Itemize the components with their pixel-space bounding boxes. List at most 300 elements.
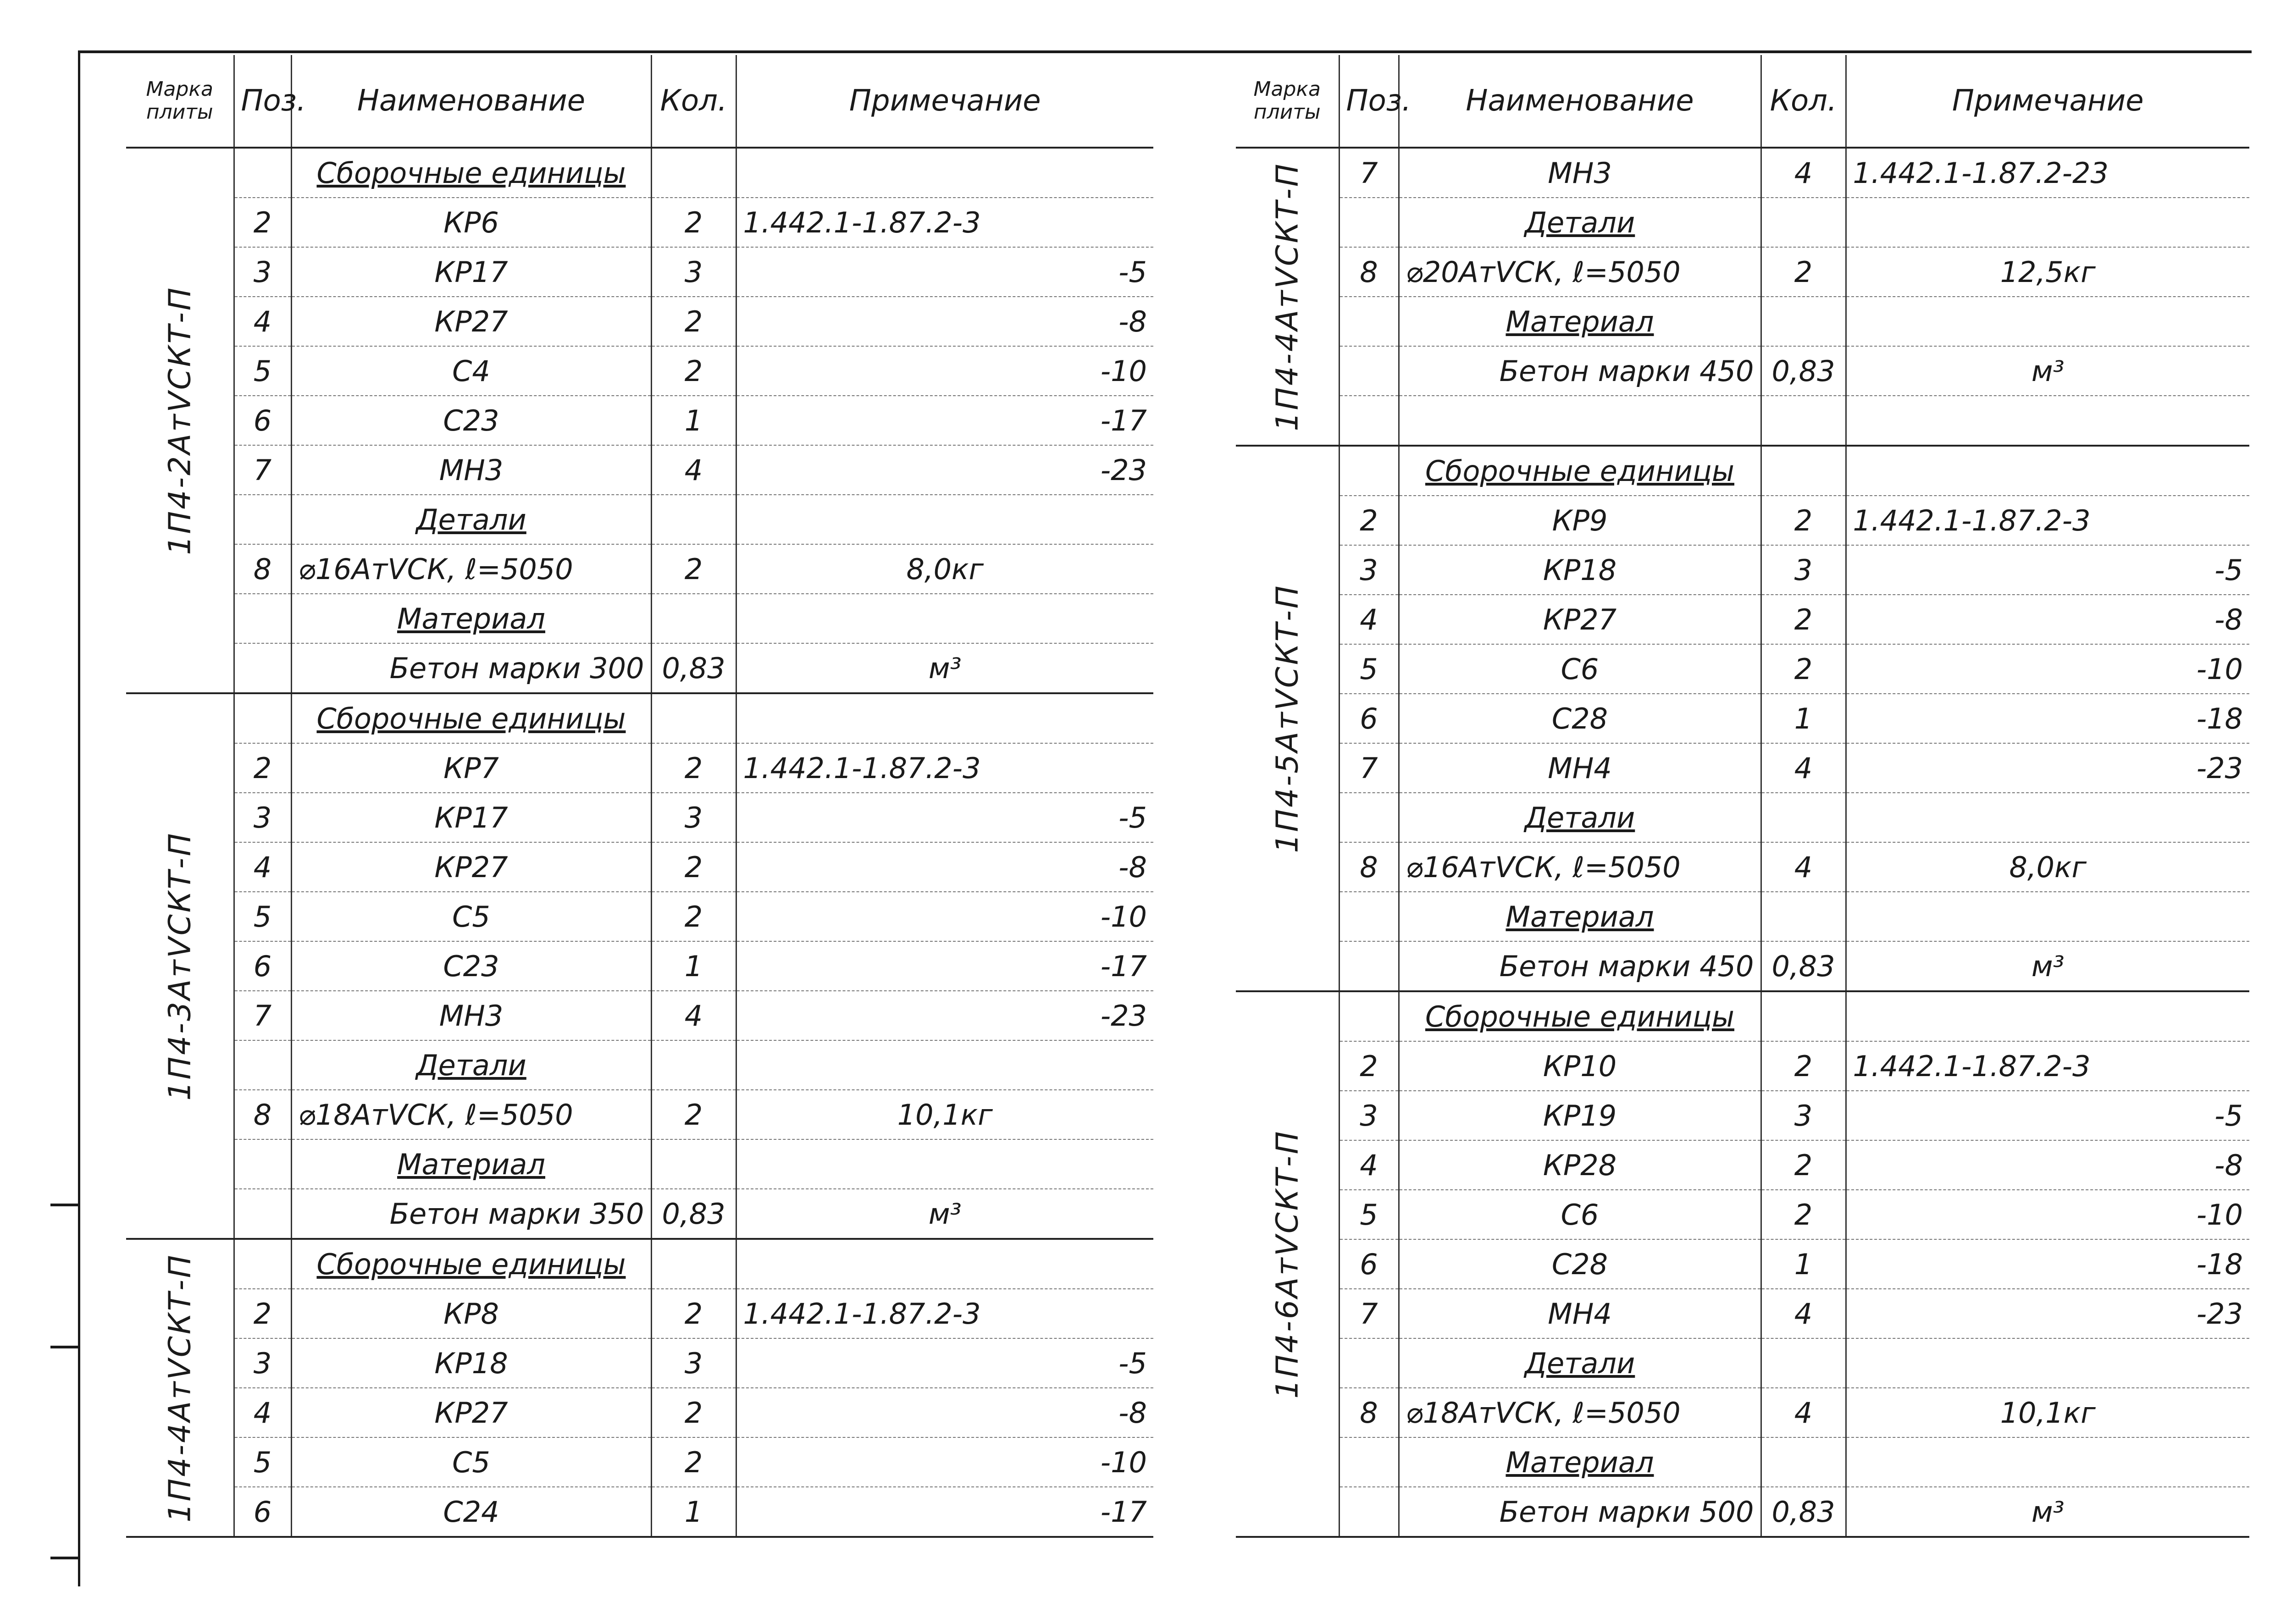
pos-cell [1339,991,1399,1041]
spec-row [1236,1190,2249,1239]
note-cell: 1.442.1-1.87.2-3 [736,1289,1153,1338]
spec-row [126,892,1153,941]
note-cell [1846,991,2249,1041]
marka-label: 1П4-2АтⅤСКТ-П [162,286,198,555]
name-cell: Материал [1399,297,1761,346]
name-cell: КР27 [291,842,651,892]
spec-row [126,1239,1153,1289]
spec-row [126,1338,1153,1388]
qty-cell [651,594,736,643]
note-cell: 1.442.1-1.87.2-3 [1846,496,2249,545]
pos-cell [234,1139,291,1189]
spec-body-right [1236,148,2249,1537]
spec-row [1236,297,2249,346]
spec-row [1236,247,2249,297]
spec-row [1236,1388,2249,1437]
name-cell: С4 [291,346,651,396]
qty-cell: 2 [651,892,736,941]
frame-top-line [78,50,2252,53]
name-cell: МН3 [291,991,651,1040]
margin-tick [50,1346,78,1348]
margin-tick [50,1204,78,1206]
spec-row [126,148,1153,198]
pos-cell: 7 [1339,743,1399,793]
spec-row [126,743,1153,793]
pos-cell [1339,346,1399,396]
name-cell: Сборочные единицы [291,1239,651,1289]
qty-cell [1761,297,1846,346]
pos-cell [1339,198,1399,247]
pos-cell: 5 [1339,644,1399,694]
note-cell [736,693,1153,743]
qty-cell: 1 [651,1487,736,1537]
qty-cell [1761,793,1846,842]
pos-cell [234,495,291,544]
spec-row [1236,1338,2249,1388]
qty-cell [1761,396,1846,446]
spec-row [1236,644,2249,694]
marka-cell [1236,991,1339,1537]
pos-cell [234,643,291,693]
pos-cell: 8 [234,544,291,594]
qty-cell: 2 [1761,595,1846,644]
name-cell: КР7 [291,743,651,793]
qty-cell [1761,446,1846,496]
spec-row [126,643,1153,693]
spec-table-right [1236,55,2249,1538]
note-cell [1846,396,2249,446]
note-cell: 8,0кг [1846,842,2249,892]
name-cell: С6 [1399,1190,1761,1239]
qty-cell: 2 [651,1437,736,1487]
pos-cell: 7 [1339,1289,1399,1338]
spec-row [126,396,1153,445]
name-cell: МН4 [1399,743,1761,793]
name-cell: Детали [291,1040,651,1090]
note-cell: -5 [1846,1091,2249,1140]
marka-label: 1П4-4АтⅤСКТ-П [1269,162,1305,431]
qty-cell: 2 [651,198,736,247]
spec-row [126,1487,1153,1537]
qty-cell: 2 [651,842,736,892]
pos-cell [234,1040,291,1090]
name-cell: Бетон марки 450 [1399,346,1761,396]
name-cell: Детали [1399,198,1761,247]
name-cell: КР8 [291,1289,651,1338]
note-cell: -10 [1846,1190,2249,1239]
note-cell: -8 [736,1388,1153,1437]
name-cell: МН4 [1399,1289,1761,1338]
note-cell [1846,793,2249,842]
note-cell: -18 [1846,1239,2249,1289]
pos-cell [1339,396,1399,446]
pos-cell: 4 [1339,1140,1399,1190]
name-cell: С23 [291,396,651,445]
name-cell: ⌀16АтⅤСК, ℓ=5050 [291,544,651,594]
header-name: Наименование [291,55,651,148]
qty-cell: 4 [651,991,736,1040]
qty-cell: 0,83 [651,643,736,693]
spec-row [126,793,1153,842]
marka-cell [1236,446,1339,991]
note-cell: -5 [736,247,1153,297]
qty-cell: 3 [651,793,736,842]
header-pos: Поз. [234,55,291,148]
qty-cell: 2 [651,1289,736,1338]
spec-row [126,297,1153,346]
spec-row [1236,991,2249,1041]
note-cell [1846,198,2249,247]
name-cell: КР28 [1399,1140,1761,1190]
qty-cell: 4 [1761,1289,1846,1338]
spec-row [126,991,1153,1040]
name-cell: ⌀20АтⅤСК, ℓ=5050 [1399,247,1761,297]
spec-row [1236,892,2249,941]
pos-cell: 2 [234,198,291,247]
name-cell: ⌀16АтⅤСК, ℓ=5050 [1399,842,1761,892]
marka-cell [126,693,234,1239]
pos-cell: 3 [1339,1091,1399,1140]
pos-cell [1339,297,1399,346]
spec-row [1236,1289,2249,1338]
pos-cell [234,1189,291,1239]
name-cell: КР17 [291,247,651,297]
note-cell: -17 [736,941,1153,991]
qty-cell [1761,991,1846,1041]
header-qty: Кол. [1761,55,1846,148]
spec-row [1236,545,2249,595]
spec-row [1236,595,2249,644]
name-cell [1399,396,1761,446]
qty-cell [1761,198,1846,247]
note-cell: -8 [736,842,1153,892]
pos-cell: 2 [234,743,291,793]
name-cell: Бетон марки 500 [1399,1487,1761,1537]
qty-cell [1761,1338,1846,1388]
pos-cell: 8 [1339,247,1399,297]
qty-cell: 2 [651,1090,736,1139]
name-cell: ⌀18АтⅤСК, ℓ=5050 [291,1090,651,1139]
frame-left-line [78,50,80,1586]
spec-row [1236,842,2249,892]
pos-cell: 4 [234,1388,291,1437]
pos-cell: 7 [234,991,291,1040]
spec-row [1236,198,2249,247]
name-cell: Бетон марки 300 [291,643,651,693]
qty-cell: 2 [1761,1140,1846,1190]
note-cell: -23 [736,445,1153,495]
qty-cell [651,1139,736,1189]
pos-cell: 2 [234,1289,291,1338]
spec-row [126,594,1153,643]
pos-cell: 4 [1339,595,1399,644]
qty-cell: 3 [1761,1091,1846,1140]
name-cell: Бетон марки 450 [1399,941,1761,991]
marka-label: 1П4-5АтⅤСКТ-П [1269,584,1305,853]
name-cell: Сборочные единицы [291,693,651,743]
qty-cell: 2 [651,346,736,396]
note-cell: -8 [736,297,1153,346]
name-cell: С5 [291,1437,651,1487]
note-cell: м³ [1846,941,2249,991]
spec-row [126,1139,1153,1189]
name-cell: Бетон марки 350 [291,1189,651,1239]
qty-cell: 0,83 [1761,1487,1846,1537]
note-cell: м³ [1846,1487,2249,1537]
qty-cell [651,1239,736,1289]
spec-row [1236,1487,2249,1537]
qty-cell: 2 [1761,496,1846,545]
spec-row [1236,1091,2249,1140]
name-cell: Детали [1399,793,1761,842]
note-cell: -10 [736,346,1153,396]
name-cell: КР18 [1399,545,1761,595]
pos-cell: 2 [1339,496,1399,545]
marka-label: 1П4-3АтⅤСКТ-П [162,831,198,1101]
pos-cell: 7 [1339,148,1399,198]
note-cell [736,1040,1153,1090]
qty-cell: 1 [651,941,736,991]
qty-cell: 3 [1761,545,1846,595]
pos-cell [1339,1487,1399,1537]
name-cell: КР10 [1399,1041,1761,1091]
spec-row [1236,346,2249,396]
spec-body-left [126,148,1153,1537]
name-cell: КР27 [291,1388,651,1437]
note-cell: -8 [1846,1140,2249,1190]
pos-cell: 3 [234,247,291,297]
spec-row [1236,1041,2249,1091]
header-marka: Марка плиты [126,55,234,148]
header-name: Наименование [1399,55,1761,148]
name-cell: КР19 [1399,1091,1761,1140]
note-cell: 1.442.1-1.87.2-3 [736,743,1153,793]
qty-cell: 0,83 [651,1189,736,1239]
qty-cell: 4 [1761,148,1846,198]
pos-cell: 6 [234,941,291,991]
name-cell: КР9 [1399,496,1761,545]
note-cell: 10,1кг [1846,1388,2249,1437]
name-cell: ⌀18АтⅤСК, ℓ=5050 [1399,1388,1761,1437]
spec-row [126,247,1153,297]
pos-cell: 6 [234,1487,291,1537]
note-cell: -5 [736,1338,1153,1388]
qty-cell: 2 [1761,1041,1846,1091]
qty-cell: 2 [1761,247,1846,297]
header-marka: Марка плиты [1236,55,1339,148]
spec-row [1236,496,2249,545]
qty-cell [651,148,736,198]
note-cell: -17 [736,396,1153,445]
name-cell: Материал [1399,892,1761,941]
spec-row [1236,941,2249,991]
pos-cell [234,594,291,643]
note-cell: 1.442.1-1.87.2-3 [1846,1041,2249,1091]
note-cell [736,594,1153,643]
qty-cell: 4 [651,445,736,495]
spec-row [126,544,1153,594]
qty-cell [651,495,736,544]
qty-cell: 2 [651,544,736,594]
qty-cell: 1 [651,396,736,445]
pos-cell: 6 [1339,1239,1399,1289]
qty-cell: 4 [1761,743,1846,793]
header-qty: Кол. [651,55,736,148]
qty-cell: 4 [1761,1388,1846,1437]
spec-row [126,1289,1153,1338]
spec-row [126,1437,1153,1487]
qty-cell [1761,892,1846,941]
qty-cell: 2 [1761,644,1846,694]
spec-row [126,842,1153,892]
name-cell: Материал [291,1139,651,1189]
note-cell: -10 [1846,644,2249,694]
pos-cell: 8 [1339,1388,1399,1437]
marka-cell [126,1239,234,1537]
spec-row [1236,446,2249,496]
qty-cell: 3 [651,247,736,297]
note-cell: м³ [736,643,1153,693]
note-cell: 1.442.1-1.87.2-3 [736,198,1153,247]
name-cell: КР18 [291,1338,651,1388]
spec-row [126,1040,1153,1090]
qty-cell: 2 [651,743,736,793]
qty-cell: 1 [1761,694,1846,743]
note-cell: м³ [1846,346,2249,396]
marka-label: 1П4-4АтⅤСКТ-П [162,1253,198,1523]
pos-cell [234,693,291,743]
header-pos: Поз. [1339,55,1399,148]
qty-cell [651,1040,736,1090]
marka-cell [1236,148,1339,446]
spec-row [1236,1239,2249,1289]
qty-cell: 3 [651,1338,736,1388]
marka-cell [126,148,234,693]
note-cell [736,148,1153,198]
spec-row [126,1189,1153,1239]
name-cell: С28 [1399,694,1761,743]
pos-cell [1339,793,1399,842]
spec-row [126,941,1153,991]
spec-row [126,693,1153,743]
marka-label: 1П4-6АтⅤСКТ-П [1269,1129,1305,1399]
pos-cell: 5 [234,892,291,941]
qty-cell: 0,83 [1761,941,1846,991]
spec-row [1236,1437,2249,1487]
pos-cell [1339,1437,1399,1487]
pos-cell: 7 [234,445,291,495]
note-cell [1846,446,2249,496]
name-cell: С28 [1399,1239,1761,1289]
name-cell: Материал [291,594,651,643]
name-cell: КР27 [291,297,651,346]
spec-row [126,1388,1153,1437]
name-cell: Сборочные единицы [1399,991,1761,1041]
pos-cell [1339,892,1399,941]
note-cell [1846,1437,2249,1487]
name-cell: С23 [291,941,651,991]
pos-cell: 6 [1339,694,1399,743]
note-cell [1846,297,2249,346]
name-cell: КР17 [291,793,651,842]
note-cell: -23 [1846,743,2249,793]
pos-cell: 4 [234,297,291,346]
name-cell: Детали [1399,1338,1761,1388]
note-cell: -8 [1846,595,2249,644]
pos-cell: 5 [234,1437,291,1487]
header-note: Примечание [1846,55,2249,148]
note-cell: -5 [1846,545,2249,595]
note-cell: -18 [1846,694,2249,743]
note-cell: -10 [736,892,1153,941]
name-cell: МН3 [291,445,651,495]
pos-cell: 3 [1339,545,1399,595]
name-cell: МН3 [1399,148,1761,198]
spec-row [1236,1140,2249,1190]
spec-row [126,445,1153,495]
note-cell: -10 [736,1437,1153,1487]
spec-row [1236,793,2249,842]
pos-cell [234,148,291,198]
qty-cell [1761,1437,1846,1487]
note-cell: -23 [1846,1289,2249,1338]
spec-row [126,346,1153,396]
pos-cell: 8 [234,1090,291,1139]
pos-cell: 5 [1339,1190,1399,1239]
qty-cell: 2 [1761,1190,1846,1239]
header-note: Примечание [736,55,1153,148]
note-cell [1846,892,2249,941]
note-cell [736,1239,1153,1289]
note-cell: 10,1кг [736,1090,1153,1139]
note-cell: 1.442.1-1.87.2-23 [1846,148,2249,198]
qty-cell: 1 [1761,1239,1846,1289]
header-row [126,55,1153,148]
spec-row [126,495,1153,544]
pos-cell: 3 [234,1338,291,1388]
spec-row [1236,396,2249,446]
header-row [1236,55,2249,148]
margin-tick [50,1557,78,1559]
note-cell: 8,0кг [736,544,1153,594]
pos-cell: 2 [1339,1041,1399,1091]
note-cell [1846,1338,2249,1388]
name-cell: КР6 [291,198,651,247]
name-cell: Сборочные единицы [1399,446,1761,496]
note-cell: м³ [736,1189,1153,1239]
pos-cell: 4 [234,842,291,892]
spec-row [1236,148,2249,198]
name-cell: Сборочные единицы [291,148,651,198]
name-cell: Материал [1399,1437,1761,1487]
spec-row [1236,743,2249,793]
pos-cell [234,1239,291,1289]
name-cell: КР27 [1399,595,1761,644]
note-cell: -23 [736,991,1153,1040]
qty-cell: 0,83 [1761,346,1846,396]
note-cell [736,495,1153,544]
name-cell: С5 [291,892,651,941]
qty-cell: 2 [651,297,736,346]
spec-row [1236,694,2249,743]
spec-row [126,1090,1153,1139]
name-cell: С6 [1399,644,1761,694]
pos-cell [1339,446,1399,496]
qty-cell: 4 [1761,842,1846,892]
pos-cell: 6 [234,396,291,445]
note-cell: 12,5кг [1846,247,2249,297]
note-cell: -5 [736,793,1153,842]
